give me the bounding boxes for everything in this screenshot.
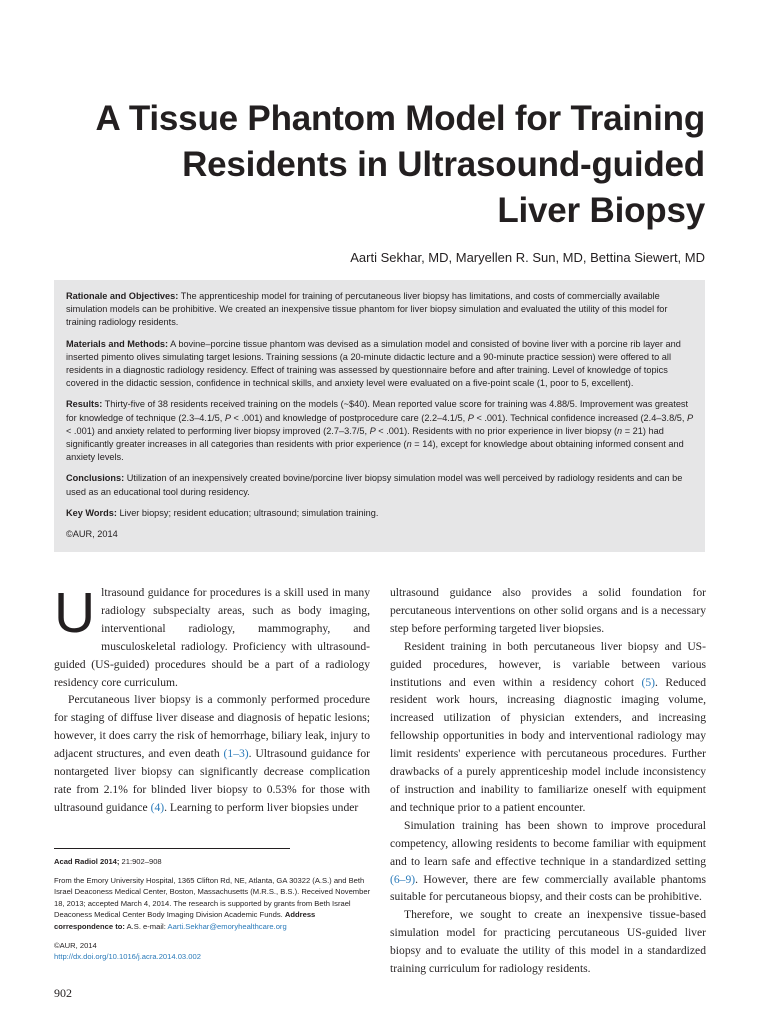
rationale-text: The apprenticeship model for training of percutaneous liver biopsy has limitations, and costs of commercially available simulation models can be prohibitive. We created an inexpensive tissue phantom for liver biopsy simulation and evaluated the utility of this model for training radiology residents. (66, 291, 668, 328)
affiliation-text: From the Emory University Hospital, 1365 Clifton Rd, NE, Atlanta, GA 30322 (A.S.) and Beth Israel Deaconess Medical Center, Boston, Massachusetts (M.R.S., B.S.). Received November 18, 2013; accepted March 4, 2014. The research is supported by grants from Beth Israel Deaconess Medical Center Body Imaging Division Academic Funds. (54, 875, 371, 920)
footnote-block (54, 856, 374, 970)
paragraph-text: . However, there are few commercially available phantoms suitable for percutaneous biopsy, and their costs can be prohibitive. (390, 872, 706, 904)
abstract-methods (66, 338, 694, 391)
paragraph-text: . Reduced resident work hours, increasing diagnostic imaging volume, increased utilization of physician extenders, and increasing fellowship opportunities in body and interventional radiology may limit residents' experience with percutaneous procedures. Further drawbacks of a purely apprenticeship model include inconsistency of instruction and inability to familiarize oneself with equipment and technique prior to a patient encounter. (390, 675, 706, 814)
correspondence-label: Address correspondence to: (54, 910, 316, 931)
doi-link[interactable]: http://dx.doi.org/10.1016/j.acra.2014.03.002 (54, 952, 201, 962)
n-symbol: n (617, 425, 623, 436)
abstract-rationale (66, 290, 694, 330)
body-paragraph (54, 691, 370, 816)
results-label: Results: (66, 399, 103, 410)
conclusions-label: Conclusions: (66, 473, 125, 484)
results-text: < .001) and anxiety related to performing liver biopsy improved (2.7–3.7/5, (66, 425, 370, 436)
author-list: Aarti Sekhar, MD, Maryellen R. Sun, MD, Bettina Siewert, MD (350, 250, 705, 265)
results-text: = 21) had significantly greater increases in all categories than residents with prior experience ( (66, 425, 664, 450)
email-link[interactable]: Aarti.Sekhar@emoryhealthcare.org (167, 921, 287, 931)
results-text: = 14), except for knowledge about obtaining informed consent and anxiety levels. (66, 439, 684, 463)
methods-text: A bovine–porcine tissue phantom was devised as a simulation model and consisted of bovine liver with a porcine rib layer and inserted pimento olives simulating target lesions. Training sessions (a 20-minute didactic lecture and a 90-minute practice session) were offered to all residents in a diagnostic radiology residency. Effect of training was assessed by questionnaire before and after training. Level of knowledge of topics covered in the didactic session, confidence in technical skills, and anxiety level were evaluated on a five-point scale (1, poor to 5, excellent). (66, 338, 681, 389)
body-paragraph: Therefore, we sought to create an inexpensive tissue-based simulation model for practicing percutaneous US-guided liver biopsy and to evaluate the utility of this model in a standardized training curriculum for radiology residents. (390, 908, 706, 976)
citation-link[interactable]: (4) (150, 800, 165, 814)
results-text: Thirty-five of 38 residents received training on the models (~$40). Mean reported value score for training was 4.88/5. Improvement was greatest for knowledge of technique (2.3–4.1/5, (66, 399, 689, 423)
journal-pages: 21:902–908 (119, 857, 162, 866)
citation-link[interactable]: (5) (641, 675, 656, 689)
keywords-text: Liver biopsy; resident education; ultrasound; simulation training. (119, 507, 379, 518)
abstract-copyright: ©AUR, 2014 (66, 529, 118, 540)
drop-cap: U (54, 581, 96, 645)
results-text: < .001) and knowledge of postprocedure care (2.2–4.1/5, (231, 412, 468, 423)
abstract-conclusions (66, 472, 694, 498)
n-symbol: n (406, 439, 412, 450)
paragraph-text: Percutaneous liver biopsy is a commonly performed procedure for staging of diffuse liver disease and diagnosis of hepatic lesions; however, it does carry the risk of hemorrhage, biliary leak, injury to adjacent structures, and even death (54, 693, 370, 761)
rationale-label: Rationale and Objectives: (66, 291, 179, 301)
footnote-divider (54, 848, 290, 849)
article-title (25, 96, 705, 234)
body-paragraph (54, 581, 370, 691)
title-line: Residents in Ultrasound-guided (182, 145, 705, 184)
p-symbol: P (369, 425, 376, 436)
title-line: Liver Biopsy (497, 191, 705, 230)
abstract-keywords (66, 507, 694, 520)
body-paragraph (390, 638, 706, 817)
journal-name: Acad Radiol 2014; (54, 857, 120, 866)
results-text: < .001). Residents with no prior experience in liver biopsy ( (375, 425, 618, 436)
p-symbol: P (467, 412, 474, 423)
page-number: 902 (54, 986, 72, 1000)
paragraph-text: Resident training in both percutaneous liver biopsy and US-guided procedures, however, is variable between various institutions and even within a residency cohort (390, 639, 706, 689)
results-text: < .001). Technical confidence increased (2.4–3.8/5, (473, 412, 687, 423)
p-symbol: P (224, 412, 231, 423)
footnote-copyright: ©AUR, 2014 (54, 940, 97, 950)
affiliation-note (54, 875, 374, 933)
title-line: A Tissue Phantom Model for Training (95, 99, 705, 138)
body-column-left (54, 581, 370, 817)
p-symbol: P (686, 412, 694, 423)
body-paragraph (390, 817, 706, 907)
conclusions-text: Utilization of an inexpensively created bovine/porcine liver biopsy simulation model was well perceived by radiology residents and can be used as an educational tool during residency. (66, 473, 683, 497)
paragraph-text: ltrasound guidance for procedures is a skill used in many radiology subspecialty areas, such as body imaging, interventional radiology, mammography, and musculoskeletal radiology. Proficiency with ultrasound-guided (US-guided) procedures should be a part of a radiology residency core curriculum. (54, 586, 370, 689)
paragraph-text: . Learning to perform liver biopsies under (164, 800, 359, 814)
keywords-label: Key Words: (66, 507, 117, 518)
citation-link[interactable]: (6–9) (390, 872, 416, 886)
methods-label: Materials and Methods: (66, 338, 169, 349)
abstract-box (54, 280, 705, 552)
paragraph-text: . Ultrasound guidance for nontargeted liver biopsy can significantly decrease complication rate from 2.1% for blinded liver biopsy to 0.53% for those with ultrasound guidance (54, 747, 370, 814)
body-paragraph: ultrasound guidance also provides a solid foundation for percutaneous interventions on other solid organs and is a necessary step before performing targeted liver biopsies. (390, 586, 706, 635)
paragraph-text: Simulation training has been shown to improve procedural competency, allowing residents to become familiar with equipment and to learn safe and effective technique in a standardized setting (390, 818, 706, 868)
correspondence-text: A.S. e-mail: (124, 921, 168, 931)
citation-link[interactable]: (1–3) (223, 747, 249, 761)
journal-citation (54, 856, 374, 868)
body-column-right (390, 584, 706, 978)
abstract-results (66, 398, 694, 464)
